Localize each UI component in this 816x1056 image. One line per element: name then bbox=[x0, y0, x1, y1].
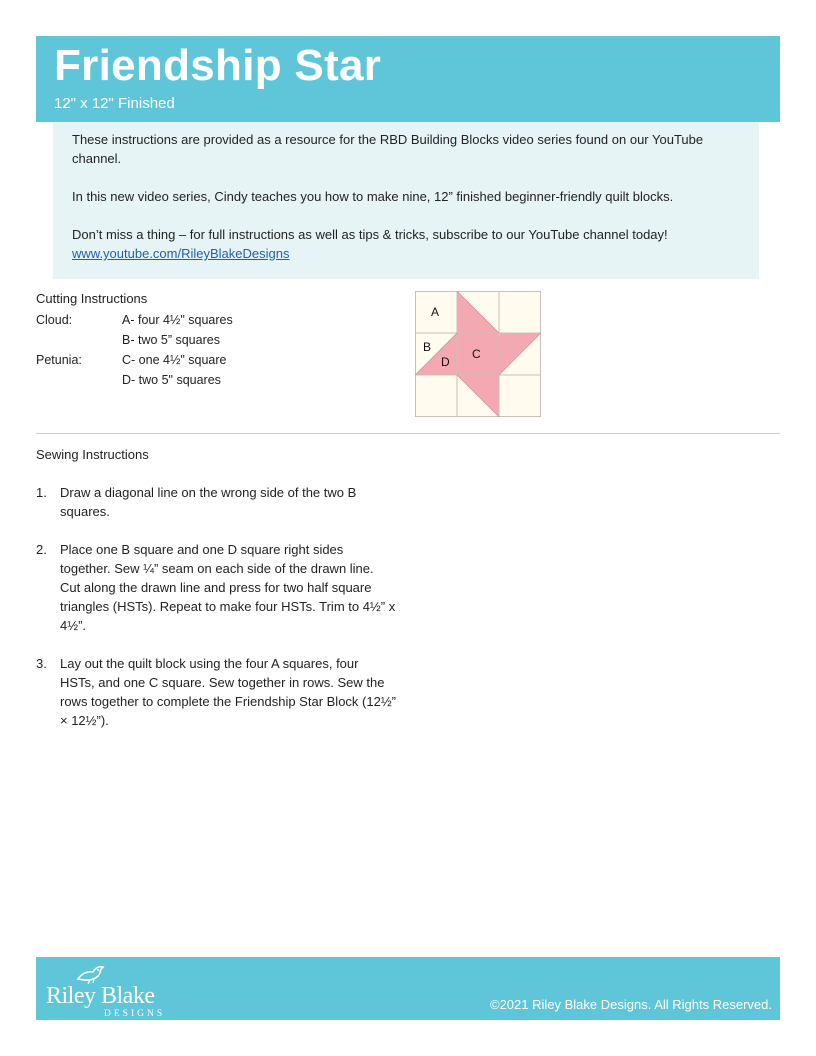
logo-subtitle: DESIGNS bbox=[104, 1009, 166, 1019]
page-header bbox=[36, 36, 780, 122]
label-a: A bbox=[431, 305, 440, 319]
label-d: D bbox=[441, 355, 450, 369]
section-divider bbox=[36, 433, 780, 434]
cutting-fabric-label bbox=[36, 330, 122, 350]
step-text: Place one B square and one D square right sides together. Sew ¼” seam on each side of the drawn line. Cut along the drawn line and press for two half square triangles (HSTs). Repeat to make four HSTs. Trim to 4½” x 4½”. bbox=[60, 542, 396, 633]
cutting-row bbox=[36, 370, 396, 390]
copyright-text: ©2021 Riley Blake Designs. All Rights Reserved. bbox=[490, 997, 772, 1012]
cutting-row bbox=[36, 310, 396, 330]
intro-paragraph-2: In this new video series, Cindy teaches you how to make nine, 12” finished beginner-friendly quilt blocks. bbox=[72, 189, 674, 204]
cutting-fabric-label: Cloud: bbox=[36, 313, 73, 327]
intro-paragraph-1: These instructions are provided as a resource for the RBD Building Blocks video series found on our YouTube channel. bbox=[72, 132, 704, 166]
sewing-instructions bbox=[36, 445, 416, 749]
intro-paragraph-3-text: Don’t miss a thing – for full instructions as well as tips & tricks, subscribe to our YouTube channel today! bbox=[72, 227, 668, 242]
cutting-item: D- two 5" squares bbox=[122, 373, 221, 387]
list-item bbox=[36, 540, 416, 635]
page-footer bbox=[36, 957, 780, 1020]
page-title: Friendship Star bbox=[54, 41, 382, 90]
page-subtitle: 12" x 12" Finished bbox=[54, 95, 175, 112]
step-text: Draw a diagonal line on the wrong side of the two B squares. bbox=[60, 485, 357, 519]
step-number: 1. bbox=[36, 485, 47, 500]
riley-blake-logo bbox=[44, 963, 184, 1017]
cutting-row bbox=[36, 350, 396, 370]
label-c: C bbox=[472, 347, 481, 361]
cutting-fabric-label bbox=[36, 370, 122, 390]
sewing-heading: Sewing Instructions bbox=[36, 447, 149, 462]
cutting-fabric-label: Petunia: bbox=[36, 353, 82, 367]
youtube-link[interactable]: www.youtube.com/RileyBlakeDesigns bbox=[72, 246, 290, 261]
label-b: B bbox=[423, 340, 432, 354]
cutting-item: B- two 5” squares bbox=[122, 333, 220, 347]
quilt-block-diagram bbox=[415, 291, 541, 417]
list-item bbox=[36, 483, 416, 521]
intro-panel bbox=[53, 122, 759, 279]
cutting-heading: Cutting Instructions bbox=[36, 291, 148, 306]
bird-icon bbox=[76, 963, 106, 985]
step-number: 3. bbox=[36, 656, 47, 671]
step-text: Lay out the quilt block using the four A squares, four HSTs, and one C square. Sew together in rows. Sew the rows together to complete the Friendship Star Block (12½” × 12½”). bbox=[60, 656, 396, 728]
logo-name: Riley Blake bbox=[46, 983, 155, 1009]
cutting-instructions bbox=[36, 290, 396, 390]
intro-paragraph-3 bbox=[72, 225, 739, 263]
cutting-item: A- four 4½" squares bbox=[122, 313, 233, 327]
step-number: 2. bbox=[36, 542, 47, 557]
list-item bbox=[36, 654, 416, 730]
cutting-item: C- one 4½" square bbox=[122, 353, 227, 367]
cutting-row bbox=[36, 330, 396, 350]
